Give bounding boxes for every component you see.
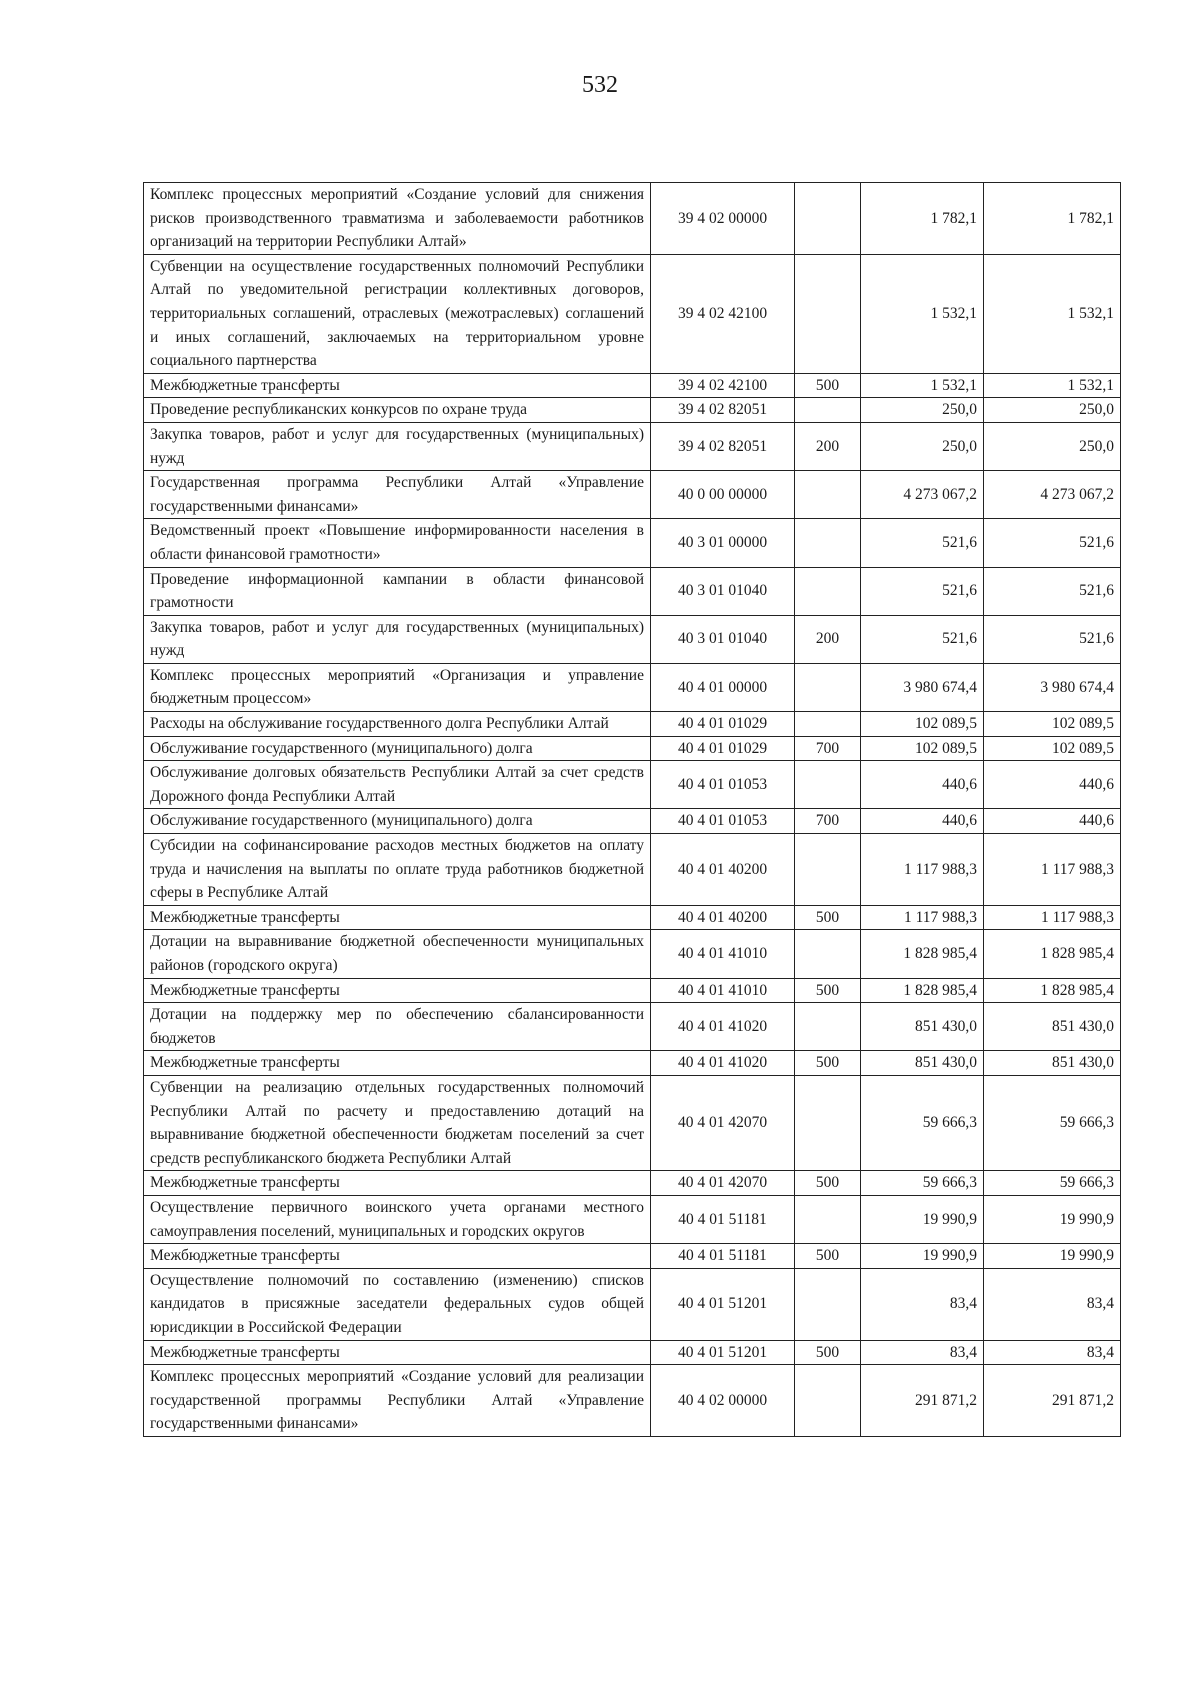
row-expense-type — [795, 663, 861, 711]
row-expense-type — [795, 567, 861, 615]
row-amount-year-2: 102 089,5 — [984, 712, 1121, 737]
row-name: Закупка товаров, работ и услуг для государственных (муниципальных) нужд — [144, 422, 651, 470]
row-amount-year-1: 1 828 985,4 — [861, 930, 984, 978]
row-target-code: 39 4 02 00000 — [651, 183, 795, 255]
row-target-code: 40 0 00 00000 — [651, 471, 795, 519]
row-amount-year-2: 19 990,9 — [984, 1244, 1121, 1269]
table-row — [144, 471, 1121, 519]
table-row — [144, 1003, 1121, 1051]
row-name: Комплекс процессных мероприятий «Создание условий для снижения рисков производственного травматизма и заболеваемости работников организаций на территории Республики Алтай» — [144, 183, 651, 255]
row-amount-year-1: 1 532,1 — [861, 373, 984, 398]
row-target-code: 40 4 01 01029 — [651, 736, 795, 761]
row-amount-year-1: 59 666,3 — [861, 1171, 984, 1196]
row-name: Межбюджетные трансферты — [144, 1244, 651, 1269]
row-name: Закупка товаров, работ и услуг для государственных (муниципальных) нужд — [144, 615, 651, 663]
row-target-code: 40 4 02 00000 — [651, 1365, 795, 1437]
row-expense-type: 500 — [795, 978, 861, 1003]
row-target-code: 40 4 01 41020 — [651, 1051, 795, 1076]
row-amount-year-2: 4 273 067,2 — [984, 471, 1121, 519]
row-amount-year-1: 851 430,0 — [861, 1003, 984, 1051]
row-amount-year-1: 1 117 988,3 — [861, 834, 984, 906]
row-target-code: 40 4 01 51181 — [651, 1244, 795, 1269]
row-amount-year-1: 1 828 985,4 — [861, 978, 984, 1003]
row-expense-type: 200 — [795, 615, 861, 663]
row-name: Ведомственный проект «Повышение информированности населения в области финансовой грамотности» — [144, 519, 651, 567]
row-amount-year-1: 1 117 988,3 — [861, 905, 984, 930]
row-name: Межбюджетные трансферты — [144, 1340, 651, 1365]
table-row — [144, 1365, 1121, 1437]
row-amount-year-2: 521,6 — [984, 567, 1121, 615]
row-expense-type — [795, 519, 861, 567]
row-name: Проведение информационной кампании в области финансовой грамотности — [144, 567, 651, 615]
table-row — [144, 254, 1121, 373]
table-row — [144, 519, 1121, 567]
row-amount-year-2: 250,0 — [984, 398, 1121, 423]
row-name: Проведение республиканских конкурсов по охране труда — [144, 398, 651, 423]
budget-table-body — [144, 183, 1121, 1437]
row-amount-year-1: 521,6 — [861, 615, 984, 663]
row-amount-year-1: 851 430,0 — [861, 1051, 984, 1076]
table-row — [144, 1244, 1121, 1269]
row-target-code: 39 4 02 42100 — [651, 373, 795, 398]
budget-table — [143, 182, 1121, 1437]
row-target-code: 40 4 01 41010 — [651, 930, 795, 978]
row-expense-type — [795, 254, 861, 373]
row-amount-year-2: 1 782,1 — [984, 183, 1121, 255]
table-row — [144, 422, 1121, 470]
row-expense-type: 500 — [795, 905, 861, 930]
table-row — [144, 1051, 1121, 1076]
row-target-code: 40 4 01 41020 — [651, 1003, 795, 1051]
row-amount-year-1: 102 089,5 — [861, 736, 984, 761]
row-amount-year-1: 3 980 674,4 — [861, 663, 984, 711]
row-target-code: 40 4 01 01029 — [651, 712, 795, 737]
row-amount-year-2: 59 666,3 — [984, 1075, 1121, 1170]
row-expense-type — [795, 1003, 861, 1051]
row-amount-year-1: 59 666,3 — [861, 1075, 984, 1170]
row-expense-type: 500 — [795, 1051, 861, 1076]
table-row — [144, 1268, 1121, 1340]
table-row — [144, 183, 1121, 255]
table-row — [144, 615, 1121, 663]
table-row — [144, 663, 1121, 711]
row-amount-year-1: 440,6 — [861, 761, 984, 809]
row-target-code: 40 3 01 01040 — [651, 615, 795, 663]
table-row — [144, 373, 1121, 398]
row-amount-year-2: 291 871,2 — [984, 1365, 1121, 1437]
table-row — [144, 1171, 1121, 1196]
row-expense-type: 200 — [795, 422, 861, 470]
row-amount-year-1: 19 990,9 — [861, 1195, 984, 1243]
row-name: Обслуживание государственного (муниципального) долга — [144, 809, 651, 834]
row-target-code: 40 4 01 00000 — [651, 663, 795, 711]
table-row — [144, 712, 1121, 737]
row-target-code: 40 3 01 01040 — [651, 567, 795, 615]
row-name: Осуществление первичного воинского учета органами местного самоуправления поселений, муниципальных и городских округов — [144, 1195, 651, 1243]
row-expense-type — [795, 1268, 861, 1340]
row-expense-type: 500 — [795, 1171, 861, 1196]
row-target-code: 40 4 01 51201 — [651, 1340, 795, 1365]
row-amount-year-2: 3 980 674,4 — [984, 663, 1121, 711]
row-amount-year-1: 1 532,1 — [861, 254, 984, 373]
row-expense-type — [795, 712, 861, 737]
row-amount-year-2: 851 430,0 — [984, 1003, 1121, 1051]
row-name: Субсидии на софинансирование расходов местных бюджетов на оплату труда и начисления на выплаты по оплате труда работников бюджетной сферы в Республике Алтай — [144, 834, 651, 906]
row-amount-year-2: 1 117 988,3 — [984, 905, 1121, 930]
table-row — [144, 761, 1121, 809]
row-amount-year-2: 1 117 988,3 — [984, 834, 1121, 906]
row-amount-year-2: 1 532,1 — [984, 373, 1121, 398]
row-target-code: 39 4 02 42100 — [651, 254, 795, 373]
row-name: Субвенции на реализацию отдельных государственных полномочий Республики Алтай по расчету и предоставлению дотаций на выравнивание бюджетной обеспеченности бюджетам поселений за счет средств республиканского бюджета Республики Алтай — [144, 1075, 651, 1170]
row-amount-year-1: 521,6 — [861, 519, 984, 567]
table-row — [144, 567, 1121, 615]
row-amount-year-2: 851 430,0 — [984, 1051, 1121, 1076]
row-amount-year-2: 19 990,9 — [984, 1195, 1121, 1243]
row-amount-year-2: 250,0 — [984, 422, 1121, 470]
table-row — [144, 1075, 1121, 1170]
row-name: Расходы на обслуживание государственного долга Республики Алтай — [144, 712, 651, 737]
row-name: Государственная программа Республики Алтай «Управление государственными финансами» — [144, 471, 651, 519]
row-amount-year-1: 1 782,1 — [861, 183, 984, 255]
row-amount-year-2: 1 532,1 — [984, 254, 1121, 373]
row-amount-year-1: 19 990,9 — [861, 1244, 984, 1269]
table-row — [144, 834, 1121, 906]
row-name: Осуществление полномочий по составлению (изменению) списков кандидатов в присяжные заседатели федеральных судов общей юрисдикции в Российской Федерации — [144, 1268, 651, 1340]
row-name: Межбюджетные трансферты — [144, 1051, 651, 1076]
row-expense-type — [795, 761, 861, 809]
row-expense-type — [795, 398, 861, 423]
row-name: Дотации на выравнивание бюджетной обеспеченности муниципальных районов (городского округа) — [144, 930, 651, 978]
table-row — [144, 978, 1121, 1003]
row-expense-type — [795, 930, 861, 978]
row-amount-year-1: 250,0 — [861, 398, 984, 423]
row-amount-year-2: 83,4 — [984, 1340, 1121, 1365]
row-expense-type — [795, 183, 861, 255]
row-target-code: 39 4 02 82051 — [651, 422, 795, 470]
row-target-code: 40 4 01 51181 — [651, 1195, 795, 1243]
page-number: 532 — [582, 72, 618, 98]
row-target-code: 40 3 01 00000 — [651, 519, 795, 567]
row-amount-year-2: 440,6 — [984, 761, 1121, 809]
row-target-code: 40 4 01 01053 — [651, 761, 795, 809]
row-name: Комплекс процессных мероприятий «Создание условий для реализации государственной программы Республики Алтай «Управление государственными финансами» — [144, 1365, 651, 1437]
row-target-code: 40 4 01 40200 — [651, 905, 795, 930]
row-amount-year-2: 102 089,5 — [984, 736, 1121, 761]
row-amount-year-1: 83,4 — [861, 1268, 984, 1340]
table-row — [144, 736, 1121, 761]
row-amount-year-2: 83,4 — [984, 1268, 1121, 1340]
row-target-code: 40 4 01 51201 — [651, 1268, 795, 1340]
row-amount-year-1: 102 089,5 — [861, 712, 984, 737]
table-row — [144, 1195, 1121, 1243]
row-amount-year-2: 1 828 985,4 — [984, 930, 1121, 978]
row-target-code: 40 4 01 40200 — [651, 834, 795, 906]
table-row — [144, 905, 1121, 930]
row-amount-year-2: 1 828 985,4 — [984, 978, 1121, 1003]
row-name: Межбюджетные трансферты — [144, 978, 651, 1003]
row-name: Комплекс процессных мероприятий «Организация и управление бюджетным процессом» — [144, 663, 651, 711]
row-name: Обслуживание долговых обязательств Республики Алтай за счет средств Дорожного фонда Республики Алтай — [144, 761, 651, 809]
row-amount-year-1: 4 273 067,2 — [861, 471, 984, 519]
row-name: Обслуживание государственного (муниципального) долга — [144, 736, 651, 761]
row-target-code: 40 4 01 01053 — [651, 809, 795, 834]
row-expense-type — [795, 471, 861, 519]
row-amount-year-1: 521,6 — [861, 567, 984, 615]
row-amount-year-1: 250,0 — [861, 422, 984, 470]
row-amount-year-2: 59 666,3 — [984, 1171, 1121, 1196]
row-target-code: 39 4 02 82051 — [651, 398, 795, 423]
table-row — [144, 1340, 1121, 1365]
row-name: Межбюджетные трансферты — [144, 1171, 651, 1196]
row-expense-type: 700 — [795, 809, 861, 834]
row-target-code: 40 4 01 41010 — [651, 978, 795, 1003]
table-row — [144, 398, 1121, 423]
row-expense-type: 700 — [795, 736, 861, 761]
row-name: Субвенции на осуществление государственных полномочий Республики Алтай по уведомительной регистрации коллективных договоров, территориальных соглашений, отраслевых (межотраслевых) соглашений и иных соглашений, заключаемых на территориальном уровне социального партнерства — [144, 254, 651, 373]
row-amount-year-1: 440,6 — [861, 809, 984, 834]
row-amount-year-1: 291 871,2 — [861, 1365, 984, 1437]
table-row — [144, 809, 1121, 834]
row-name: Межбюджетные трансферты — [144, 373, 651, 398]
row-amount-year-1: 83,4 — [861, 1340, 984, 1365]
row-target-code: 40 4 01 42070 — [651, 1171, 795, 1196]
row-expense-type: 500 — [795, 373, 861, 398]
row-name: Дотации на поддержку мер по обеспечению сбалансированности бюджетов — [144, 1003, 651, 1051]
row-name: Межбюджетные трансферты — [144, 905, 651, 930]
row-expense-type — [795, 1075, 861, 1170]
row-expense-type — [795, 834, 861, 906]
table-row — [144, 930, 1121, 978]
row-amount-year-2: 521,6 — [984, 615, 1121, 663]
row-expense-type: 500 — [795, 1340, 861, 1365]
row-expense-type — [795, 1195, 861, 1243]
row-amount-year-2: 521,6 — [984, 519, 1121, 567]
row-amount-year-2: 440,6 — [984, 809, 1121, 834]
row-expense-type: 500 — [795, 1244, 861, 1269]
row-expense-type — [795, 1365, 861, 1437]
row-target-code: 40 4 01 42070 — [651, 1075, 795, 1170]
